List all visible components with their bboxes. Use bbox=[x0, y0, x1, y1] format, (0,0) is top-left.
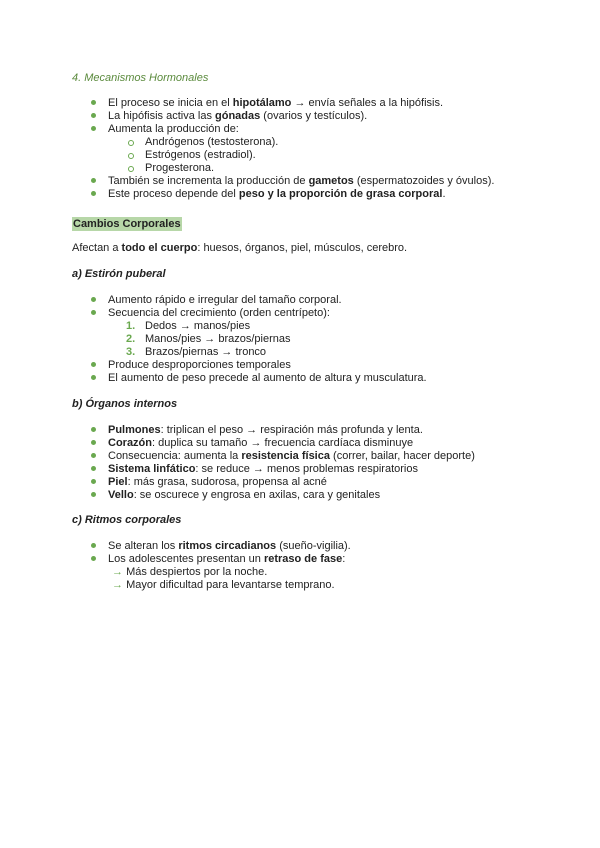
bullet-icon bbox=[91, 375, 96, 380]
sequence-number: 2. bbox=[126, 333, 136, 345]
bullet-icon bbox=[91, 543, 96, 548]
sequence-number: 3. bbox=[126, 346, 136, 358]
subsection-heading-organos: b) Órganos internos bbox=[72, 398, 178, 410]
sub-list-item: Estrógenos (estradiol). bbox=[145, 149, 256, 161]
bullet-icon bbox=[91, 362, 96, 367]
bullet-icon bbox=[91, 297, 96, 302]
sequence-item: Brazos/piernas → tronco bbox=[145, 346, 267, 358]
bullet-icon bbox=[91, 113, 96, 118]
circle-bullet-icon bbox=[128, 166, 134, 172]
sequence-item: Manos/pies → brazos/piernas bbox=[145, 333, 291, 345]
list-item: Se alteran los ritmos circadianos (sueño-vigilia). bbox=[108, 540, 351, 552]
bullet-icon bbox=[91, 427, 96, 432]
arrow-right-icon: → bbox=[112, 579, 123, 591]
subsection-heading-ritmos: c) Ritmos corporales bbox=[72, 514, 182, 526]
list-item: También se incrementa la producción de gametos (espermatozoides y óvulos). bbox=[108, 175, 495, 187]
bullet-icon bbox=[91, 126, 96, 131]
sub-list-item: Progesterona. bbox=[145, 162, 215, 174]
list-item: Los adolescentes presentan un retraso de fase: bbox=[108, 553, 346, 565]
bullet-icon bbox=[91, 440, 96, 445]
list-item: Este proceso depende del peso y la proporción de grasa corporal. bbox=[108, 188, 446, 200]
bullet-icon bbox=[91, 466, 96, 471]
list-item: Aumento rápido e irregular del tamaño corporal. bbox=[108, 294, 342, 306]
bullet-icon bbox=[91, 178, 96, 183]
intro-paragraph: Afectan a todo el cuerpo: huesos, órganos, piel, músculos, cerebro. bbox=[72, 242, 408, 254]
section-heading-cambios: Cambios Corporales bbox=[73, 218, 181, 230]
sequence-item: Dedos → manos/pies bbox=[145, 320, 251, 332]
list-item: La hipófisis activa las gónadas (ovarios y testículos). bbox=[108, 110, 368, 122]
list-item: Consecuencia: aumenta la resistencia física (correr, bailar, hacer deporte) bbox=[108, 450, 475, 462]
section-heading-mecanismos: 4. Mecanismos Hormonales bbox=[72, 72, 209, 84]
bullet-icon bbox=[91, 492, 96, 497]
circle-bullet-icon bbox=[128, 140, 134, 146]
bullet-icon bbox=[91, 191, 96, 196]
bullet-icon bbox=[91, 453, 96, 458]
list-item: Produce desproporciones temporales bbox=[108, 359, 291, 371]
list-item: El aumento de peso precede al aumento de altura y musculatura. bbox=[108, 372, 427, 384]
sub-list-item: Andrógenos (testosterona). bbox=[145, 136, 279, 148]
bullet-icon bbox=[91, 556, 96, 561]
arrow-item: → Más despiertos por la noche. bbox=[112, 566, 268, 578]
circle-bullet-icon bbox=[128, 153, 134, 159]
list-item: Vello: se oscurece y engrosa en axilas, cara y genitales bbox=[108, 489, 381, 501]
list-item: Aumenta la producción de: bbox=[108, 123, 239, 135]
sequence-number: 1. bbox=[126, 320, 136, 332]
arrow-item: → Mayor dificultad para levantarse temprano. bbox=[112, 579, 335, 591]
bullet-icon bbox=[91, 100, 96, 105]
subsection-heading-estiron: a) Estirón puberal bbox=[72, 268, 166, 280]
bullet-icon bbox=[91, 310, 96, 315]
list-item: Piel: más grasa, sudorosa, propensa al acné bbox=[108, 476, 327, 488]
arrow-right-icon: → bbox=[112, 566, 123, 578]
list-item: Pulmones: triplican el peso → respiración más profunda y lenta. bbox=[108, 424, 423, 436]
list-item: Secuencia del crecimiento (orden centrípeto): bbox=[108, 307, 330, 319]
list-item: Sistema linfático: se reduce → menos problemas respiratorios bbox=[108, 463, 418, 475]
list-item: El proceso se inicia en el hipotálamo → envía señales a la hipófisis. bbox=[108, 97, 444, 109]
bullet-icon bbox=[91, 479, 96, 484]
list-item: Corazón: duplica su tamaño → frecuencia cardíaca disminuye bbox=[108, 437, 414, 449]
